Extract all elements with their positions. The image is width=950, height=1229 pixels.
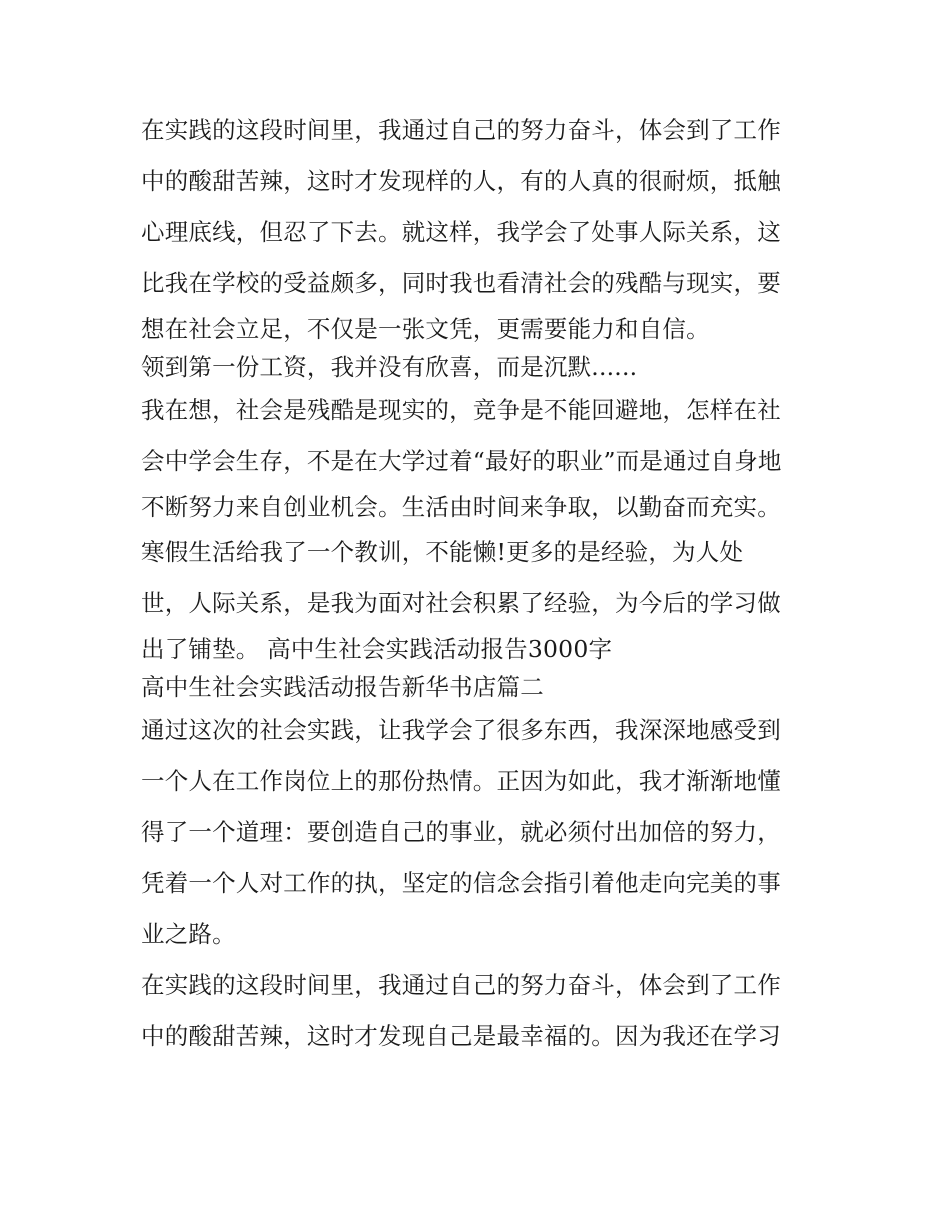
text-line: 心理底线，但忍了下去。就这样，我学会了处事人际关系，这 — [141, 218, 781, 246]
section-heading: 高中生社会实践活动报告新华书店篇二 — [141, 673, 544, 701]
text-line: 领到第一份工资，我并没有欣喜，而是沉默...... — [141, 353, 638, 381]
text-line: 想在社会立足，不仅是一张文凭，更需要能力和自信。 — [141, 315, 710, 343]
text-line: 在实践的这段时间里，我通过自己的努力奋斗，体会到了工作 — [141, 116, 781, 144]
text-line: 不断努力来自创业机会。生活由时间来争取，以勤奋而充实。 — [141, 493, 781, 521]
text-line: 在实践的这段时间里，我通过自己的努力奋斗，体会到了工作 — [141, 971, 781, 999]
text-line: 世，人际关系，是我为面对社会积累了经验，为今后的学习做 — [141, 589, 781, 617]
text-line: 会中学会生存，不是在大学过着“最好的职业”而是通过自身地 — [141, 447, 782, 475]
text-line: 比我在学校的受益颇多，同时我也看清社会的残酷与现实，要 — [141, 269, 781, 297]
text-line: 中的酸甜苦辣，这时才发现样的人，有的人真的很耐烦，抵触 — [141, 167, 781, 195]
text-line: 中的酸甜苦辣，这时才发现自己是最幸福的。因为我还在学习 — [141, 1022, 781, 1050]
text-line: 得了一个道理：要创造自己的事业，就必须付出加倍的努力， — [141, 818, 781, 846]
text-line: 凭着一个人对工作的执，坚定的信念会指引着他走向完美的事 — [141, 869, 781, 897]
text-line: 业之路。 — [141, 920, 236, 948]
text-line: 我在想，社会是残酷是现实的，竞争是不能回避地，怎样在社 — [141, 396, 781, 424]
text-line: 寒假生活给我了一个教训，不能懒!更多的是经验，为人处 — [141, 538, 744, 566]
text-line: 通过这次的社会实践，让我学会了很多东西，我深深地感受到 — [141, 716, 781, 744]
text-line: 一个人在工作岗位上的那份热情。正因为如此，我才渐渐地懂 — [141, 767, 781, 795]
text-line: 出了铺垫。 高中生社会实践活动报告3000字 — [141, 635, 613, 663]
document-body — [141, 105, 821, 1062]
